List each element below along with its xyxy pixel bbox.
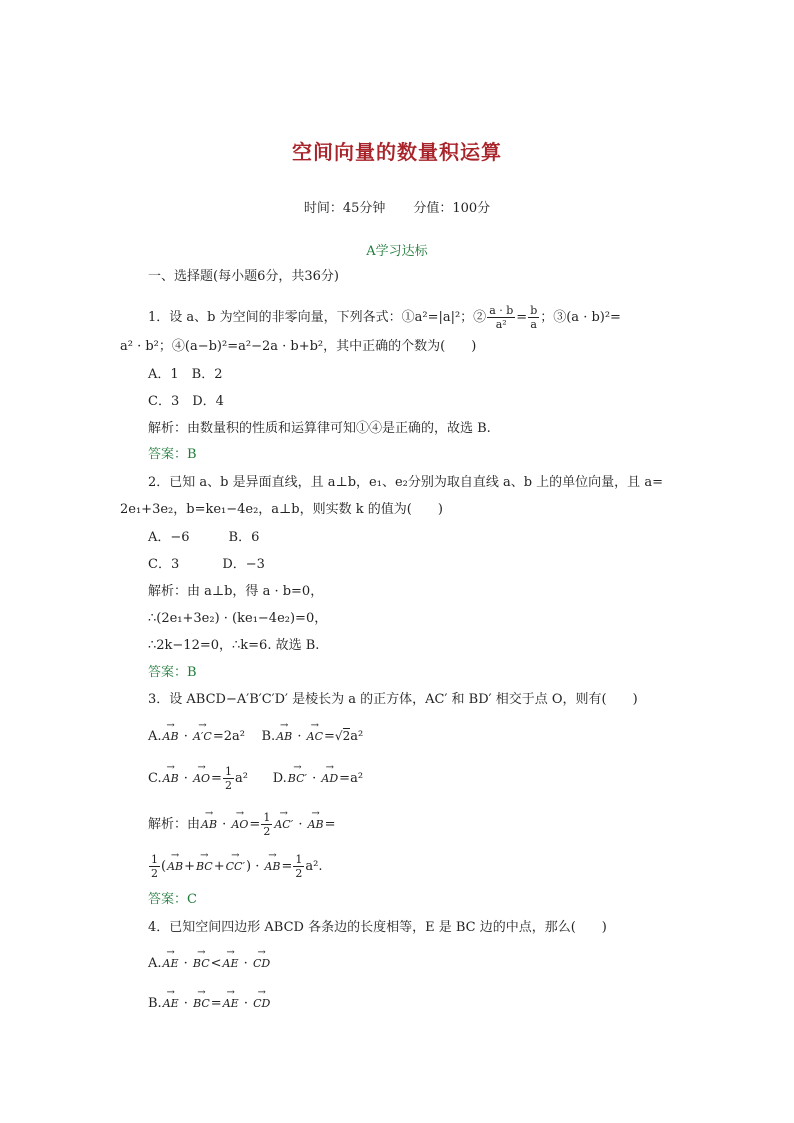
q4-opt-b-vec3: → AE	[223, 995, 239, 1013]
q2-analysis-3: ∴2k−12=0，∴k=6. 故选 B.	[148, 638, 320, 653]
q4-opt-b-label: B.	[148, 996, 162, 1011]
q2-stem-line2: 2e₁+3e₂，b=ke₁−4e₂，a⊥b，则实数 k 的值为( )	[120, 502, 443, 517]
q3-opt-b-radicand: 2	[342, 729, 351, 743]
q4-opt-b-vec1: → AE	[163, 995, 179, 1013]
q3-an2-half-den: 2	[151, 867, 158, 880]
q3-opt-d-label: D.	[272, 771, 287, 786]
q3-opt-c-vec1: → AB	[163, 770, 179, 788]
q3-an2-half	[149, 853, 160, 880]
q1-frac2	[528, 304, 539, 331]
q3-opt-b-vec1: → AB	[276, 728, 292, 746]
q2-analysis-1: 解析：由 a⊥b，得 a · b=0，	[148, 584, 324, 599]
q1-answer: 答案：B	[148, 447, 197, 462]
q3-analysis-1: 解析：由→ AB · → AO= $\frac{1}{2}$ → AC′ · → AB=	[148, 811, 336, 838]
q4-opt-b-rel: =	[210, 996, 222, 1011]
q2-options-ab: A．−6 B．6	[148, 530, 260, 545]
q3-an2-half-num: 1	[151, 853, 158, 866]
exam-meta	[0, 197, 794, 216]
q3-an-vec4: → AB	[308, 816, 324, 834]
q2-options-cd: C．3 D．−3	[148, 557, 265, 572]
q3-options-ab: A.→ AB · → A′C=2a² B.→ AB · → AC=√2a²	[148, 727, 363, 746]
q1-stem-a: 1．设 a、b 为空间的非零向量，下列各式：①a²=|a|²；②	[148, 310, 487, 325]
q3-opt-a-vec1: → AB	[163, 728, 179, 746]
q2-stem-line1: 2．已知 a、b 是异面直线，且 a⊥b，e₁、e₂分别为取自直线 a、b 上的单位向量，且 a=	[148, 475, 663, 490]
q4-opt-b-vec2: → BC	[193, 995, 210, 1013]
q3-opt-b-rhs: a²	[350, 729, 364, 744]
q1-stem-b: ；③(a · b)²=	[540, 310, 621, 325]
q3-an2-half-b-den: 2	[295, 867, 303, 880]
q1-stem-line2: a² · b²；④(a−b)²=a²−2a · b+b²，其中正确的个数为( )	[120, 339, 477, 354]
q3-an2-half-b-num: 1	[295, 853, 303, 866]
q4-opt-a-vec3: → AE	[223, 955, 239, 973]
q4-opt-b-vec4: → CD	[253, 995, 270, 1013]
q3-an2-vec4: → AB	[264, 858, 280, 876]
q1-stem-line1	[148, 304, 621, 331]
section-heading: A学习达标	[366, 244, 428, 259]
q3-an-vec2: → AO	[231, 816, 248, 834]
q4-option-b: B.→ AE · → BC=→ AE · → CD	[148, 995, 271, 1013]
part-heading: 一、选择题(每小题6分，共36分)	[148, 269, 339, 284]
q3-opt-d-vec2: → AD	[321, 770, 338, 788]
q3-opt-b-label: B.	[261, 729, 276, 744]
q3-opt-c-eq: =	[211, 771, 222, 786]
q3-an-half	[261, 811, 272, 838]
q3-opt-b-vec2: → AC	[307, 728, 323, 746]
q3-opt-c-half-num: 1	[224, 765, 232, 778]
q4-opt-a-vec1: → AE	[163, 955, 179, 973]
q2-answer: 答案：B	[148, 665, 197, 680]
q3-opt-c-rhs: a²	[234, 771, 248, 786]
q1-frac2-num: b	[530, 304, 538, 317]
q3-an-vec1: → AB	[201, 816, 217, 834]
total-score: 分值：100分	[413, 201, 491, 216]
page-title: 空间向量的数量积运算	[292, 140, 502, 164]
q4-opt-a-label: A.	[148, 956, 162, 971]
q3-opt-c-half	[223, 765, 234, 792]
q3-an-vec3: → AC′	[274, 816, 293, 834]
q3-opt-a-rhs: =2a²	[212, 729, 245, 744]
q1-frac1-den: a²	[495, 318, 507, 331]
q3-an2-half-b	[293, 853, 304, 880]
q3-opt-d-rhs: =a²	[339, 771, 364, 786]
q3-opt-c-half-den: 2	[224, 779, 232, 792]
q1-eq: =	[516, 310, 528, 325]
q3-an-tail: =	[324, 817, 336, 832]
q4-opt-a-vec4: → CD	[253, 955, 270, 973]
q3-opt-c-label: C.	[148, 771, 162, 786]
q4-opt-a-rel: <	[210, 956, 222, 971]
q3-an2-vec2: → BC	[196, 858, 213, 876]
q4-opt-a-vec2: → BC	[193, 955, 210, 973]
q1-options-cd: C．3 D．4	[148, 394, 224, 409]
q3-analysis-2: $\frac{1}{2}$ (→ AB+→ BC+→ CC′) · → AB= $\frac{1}{2}$ a².	[148, 853, 323, 880]
q3-an2-vec1: → AB	[167, 858, 183, 876]
q1-frac1-num: a · b	[489, 304, 514, 317]
q3-an-half-den: 2	[263, 825, 271, 838]
q3-opt-c-vec2: → AO	[193, 770, 210, 788]
q1-analysis: 解析：由数量积的性质和运算律可知①④是正确的，故选 B.	[148, 421, 491, 436]
q3-opt-a-label: A.	[148, 729, 162, 744]
q2-analysis-2: ∴(2e₁+3e₂) · (ke₁−4e₂)=0，	[148, 611, 328, 626]
q3-an2-tail: a².	[305, 859, 323, 874]
q3-stem: 3．设 ABCD−A′B′C′D′ 是棱长为 a 的正方体，AC′ 和 BD′ 相交于点 O，则有( )	[148, 692, 638, 707]
q3-an-half-num: 1	[263, 811, 271, 824]
q3-options-cd: C.→ AB · → AO= $\frac{1}{2}$ a² D.→ BC′ · → AD=a²	[148, 765, 363, 792]
q1-options-ab: A．1 B．2	[148, 367, 223, 382]
time-limit: 时间：45分钟	[303, 201, 386, 216]
q3-an2-vec3: → CC′	[226, 858, 245, 876]
q1-frac2-den: a	[530, 318, 537, 331]
q3-analysis-label: 解析：由	[148, 817, 201, 832]
q4-stem: 4．已知空间四边形 ABCD 各条边的长度相等，E 是 BC 边的中点，那么( )	[148, 920, 607, 935]
q1-frac1	[487, 304, 515, 331]
q3-opt-b-eq: =	[324, 729, 335, 744]
q4-option-a: A.→ AE · → BC<→ AE · → CD	[148, 955, 271, 973]
q3-opt-a-vec2: → A′C	[193, 728, 212, 746]
q3-opt-b-sqrt: √2	[334, 729, 351, 743]
q3-answer: 答案：C	[148, 892, 197, 907]
q3-opt-d-vec1: → BC′	[288, 770, 307, 788]
